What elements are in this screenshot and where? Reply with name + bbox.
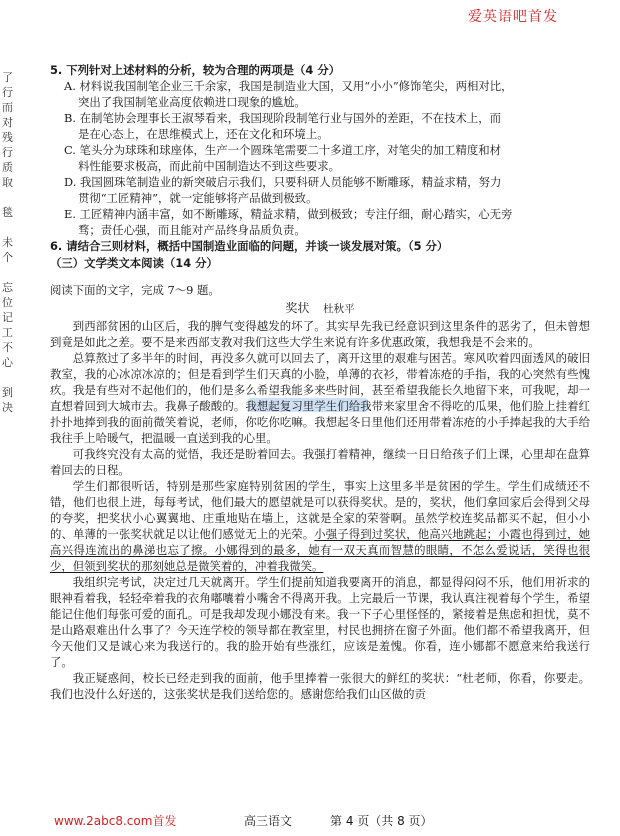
margin-glyph: 取 <box>2 176 13 189</box>
footer-subject: 高三语文 <box>244 814 293 828</box>
option-line-1: C. 笔头分为球珠和球座体，生产一个圆珠笔需要二十多道工序，对笔尖的加工精度和材 <box>64 143 502 157</box>
option-line-2: 突出了我国制笔业高度依赖进口现象的尴尬。 <box>78 95 306 109</box>
story-paragraph-4-underlined: 小强子得到过奖状，他高兴地跳起；小霞也得到过，她高兴得连流出的鼻涕也忘了擦。小娜得到的最多，她有一双天真而智慧的眼睛，不怎么爱说话，笑得也很少，但领到奖状的那刻她总是微笑着的，冲着我微笑。 <box>50 527 590 574</box>
option-line-2: 是在心态上，在思维模式上，还在文化和环境上。 <box>78 127 329 141</box>
story-paragraph-4-text: 学生们都很听话，特别是那些家庭特别贫困的学生，事实上这里多半是贫困的学生。学生们成绩还不错，他们也很上进，每每考试，他们最大的愿望就是可以获得奖状。是的，奖状，他们拿回家后会得到父母的夸奖，把奖状小心翼翼地、庄重地贴在墙上，这就是全家的荣誉啊。虽然学校连奖品都买不起，但小小的、单薄的一张奖状就足以让他们感觉无上的光荣。 <box>50 479 590 542</box>
margin-glyph: 行 <box>2 146 13 159</box>
margin-glyph: 行 <box>2 86 13 99</box>
margin-glyph: 位 <box>2 296 13 309</box>
margin-glyph: 质 <box>2 161 13 174</box>
margin-glyph <box>2 190 24 205</box>
story-paragraph-1: 到西部贫困的山区后，我的脾气变得越发的坏了。其实早先我已经意识到这里条件的恶劣了，但未曾想到竟是如此之差。要不是来西部支教对我们这些大学生来说有许多优惠政策，我想我是不会来的。 <box>50 319 590 350</box>
margin-glyph: 毯 <box>2 206 13 219</box>
question-5-title: 5. 下列针对上述材料的分析，较为合理的两项是（4 分） <box>50 63 341 77</box>
option-line-1: E. 工匠精神内涵丰富，如不断雕琢，精益求精，做到极致；专注仔细，耐心踏实，心无旁 <box>64 207 513 221</box>
margin-glyph: 决 <box>2 401 13 414</box>
option-line-2: 料性能要求极高，而此前中国制造达不到这些要求。 <box>78 159 340 173</box>
question-5-options <box>50 78 590 238</box>
option-line-2: 骛；责任心强，而且能对产品终身品质负责。 <box>78 223 306 237</box>
footer-page-number: 第 4 页（共 8 页） <box>330 814 433 828</box>
margin-glyph: 工 <box>2 326 13 339</box>
option-line-1: D. 我国圆珠笔制造业的新突破启示我们，只要科研人员能够不断雕琢，精益求精，努力 <box>64 175 502 189</box>
page-content <box>50 62 590 702</box>
question-5-option <box>64 78 590 110</box>
story-paragraph-3: 可我终究没有太高的觉悟，我还是盼着回去。我强打着精神，继续一日日给孩子们上课，心里却在盘算着回去的日程。 <box>50 447 590 478</box>
question-5-option <box>64 174 590 206</box>
section-3-instruction: 阅读下面的文字，完成 7～9 题。 <box>50 283 220 298</box>
question-6-title: 6. 请结合三则材料，概括中国制造业面临的问题，并谈一谈发展对策。（5 分） <box>50 239 449 253</box>
question-5-option <box>64 110 590 142</box>
story-paragraph-4 <box>50 478 590 574</box>
margin-glyph: 对 <box>2 116 13 129</box>
margin-glyph: 记 <box>2 311 13 324</box>
option-line-1: B. 在制笔协会理事长王淑琴看来，我国现阶段制笔行业与国外的差距，不在技术上，而 <box>64 111 502 125</box>
margin-glyph: 未 <box>2 236 13 249</box>
question-5-option <box>64 142 590 174</box>
page-footer <box>0 812 620 832</box>
story-paragraph-6: 我正疑惑间，校长已经走到我的面前，他手里捧着一张很大的鲜红的奖状：“杜老师，你看，你要走。我们也没什么好送的，这张奖状是我们送给您的。感谢您给我们山区做的贡 <box>50 671 590 702</box>
margin-glyph: 忘 <box>2 281 13 294</box>
story-title: 奖状 <box>285 301 310 316</box>
option-line-2: 贯彻“工匠精神”，就一定能够将产品做到极致。 <box>78 191 318 205</box>
margin-glyph: 而 <box>2 101 13 114</box>
question-5-option <box>64 206 590 238</box>
margin-glyph <box>2 370 24 385</box>
brand-watermark: 爱英语吧首发 <box>468 9 558 25</box>
margin-glyph: 不 <box>2 341 13 354</box>
margin-glyph: 到 <box>2 386 13 399</box>
margin-glyph <box>2 220 24 235</box>
story-heading <box>50 300 590 317</box>
margin-glyph: 了 <box>2 71 13 84</box>
margin-glyph: 个 <box>2 251 13 264</box>
story-paragraph-2: 总算熬过了多半年的时间，再没多久就可以回去了，离开这里的艰难与困苦。寒风吹着四面透风的破旧教室，我的心冰凉冰凉的；但是看到学生们天真的小脸，单薄的衣衫，带着冻疮的手指，我的心突然有些愧疚。我是有些对不起他们的，他们是多么希望我能多来些时间，甚至希望我能长久地留下来，可我呢，却一直想着回到大城市去。我鼻子酸酸的。我想起复习里学生们给我带来家里舍不得吃的瓜果，他们脸上挂着红扑扑地捧到我的面前微笑着说，老师，你吃你吃嘛。我想起冬日里他们还用带着冻疮的小手捧起我的大手给我往手上哈暖气，把温暖一直送到我的心里。 <box>50 351 590 446</box>
story-paragraph-5: 我组织完考试，决定过几天就离开。学生们提前知道我要离开的消息，都显得闷闷不乐，他们用祈求的眼神看着我，轻轻牵着我的衣角嘟囔着小嘴舍不得离开我。上完最后一节课，我认真注视着每个学生，希望能记住他们每张可爱的面孔。可是我却发现小娜没有来。我一下子心里怪怪的，紧接着是焦虑和担忧，莫不是山路艰难出什么事了？今天连学校的领导都在教室里，村民也拥挤在窗子外面。他们都不希望我离开，但今天他们又是诚心来为我送行的。我的脸开始有些涨红，应该是羞愧。你看，连小娜都不愿意来给我送行了。 <box>50 575 590 670</box>
story-body <box>50 318 590 702</box>
margin-glyph: 残 <box>2 131 13 144</box>
margin-glyph: 心 <box>2 356 13 369</box>
binding-margin-text <box>2 70 24 415</box>
story-author: 杜秋平 <box>323 303 355 316</box>
margin-glyph <box>2 265 24 280</box>
footer-site: www.2abc8.com首发 <box>54 814 177 828</box>
option-line-1: A. 材料说我国制笔企业三千余家，我国是制造业大国，又用“小小”修饰笔尖，两相对比， <box>64 79 513 93</box>
section-3-title: （三）文学类文本阅读（14 分） <box>50 256 218 270</box>
